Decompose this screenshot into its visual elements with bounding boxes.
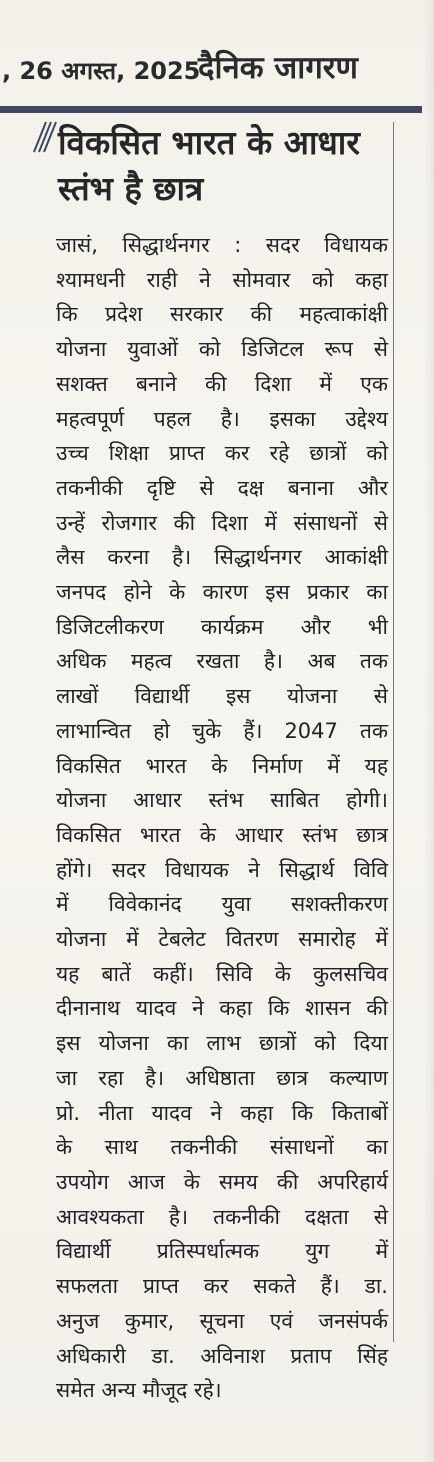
body-line: के साथ तकनीकी संसाधनों का bbox=[56, 1135, 388, 1160]
clipping-edge bbox=[424, 0, 434, 1462]
body-line: प्रो. नीता यादव ने कहा कि किताबों bbox=[56, 1100, 388, 1125]
body-line: इस योजना का लाभ छात्रों को दिया bbox=[56, 1031, 388, 1056]
body-line: विद्यार्थी प्रतिस्पर्धात्मक युग में bbox=[56, 1239, 388, 1264]
body-line: जा रहा है। अधिष्ठाता छात्र कल्याण bbox=[56, 1065, 388, 1090]
body-line: अधिकारी डा. अविनाश प्रताप सिंह bbox=[56, 1343, 388, 1368]
body-line: विकसित भारत के आधार स्तंभ छात्र bbox=[56, 822, 388, 847]
body-line: तकनीकी दृष्टि से दक्ष बनाना और bbox=[56, 475, 388, 500]
column-rule bbox=[393, 122, 394, 1342]
article-headline bbox=[58, 120, 388, 212]
body-line: जासं, सिद्धार्थनगर : सदर विधायक bbox=[56, 233, 388, 257]
body-line: अनुज कुमार, सूचना एवं जनसंपर्क bbox=[56, 1308, 388, 1333]
body-line: सशक्त बनाने की दिशा में एक bbox=[56, 371, 388, 396]
body-line: विकसित भारत के निर्माण में यह bbox=[56, 753, 388, 778]
body-line: जनपद होने के कारण इस प्रकार का bbox=[56, 580, 388, 605]
body-line: लैस करना है। सिद्धार्थनगर आकांक्षी bbox=[56, 545, 388, 570]
article-body bbox=[56, 228, 388, 1408]
body-line: में विवेकानंद युवा सशक्तीकरण bbox=[56, 892, 388, 917]
body-line: यह बातें कहीं। सिवि के कुलसचिव bbox=[56, 961, 388, 986]
body-line: उच्च शिक्षा प्राप्त कर रहे छात्रों को bbox=[56, 441, 388, 466]
body-line: समेत अन्य मौजूद रहे। bbox=[56, 1378, 222, 1403]
body-line: कि प्रदेश सरकार की महत्वाकांक्षी bbox=[56, 302, 388, 327]
headline-accent-icon bbox=[30, 118, 58, 158]
body-line: उपयोग आज के समय की अपरिहार्य bbox=[56, 1169, 388, 1194]
body-line: लाखों विद्यार्थी इस योजना से bbox=[56, 684, 388, 709]
body-line: डिजिटलीकरण कार्यक्रम और भी bbox=[56, 614, 388, 639]
newspaper-name: दैनिक जागरण bbox=[198, 50, 358, 86]
masthead-rule bbox=[0, 106, 422, 113]
headline-line: स्तंभ है छात्र bbox=[58, 169, 204, 208]
body-line: होंगे। सदर विधायक ने सिद्धार्थ विवि bbox=[56, 857, 388, 882]
body-line: आवश्यकता है। तकनीकी दक्षता से bbox=[56, 1204, 388, 1229]
body-line: योजना में टेबलेट वितरण समारोह में bbox=[56, 927, 388, 952]
body-line: उन्हें रोजगार की दिशा में संसाधनों से bbox=[56, 510, 388, 535]
body-line: लाभान्वित हो चुके हैं। 2047 तक bbox=[56, 718, 388, 743]
body-line: योजना युवाओं को डिजिटल रूप से bbox=[56, 337, 388, 362]
headline-line: विकसित भारत के आधार bbox=[58, 123, 360, 162]
body-line: अधिक महत्व रखता है। अब तक bbox=[56, 649, 388, 674]
body-line: दीनानाथ यादव ने कहा कि शासन की bbox=[56, 996, 388, 1021]
dateline: , 26 अगस्त, 2025 bbox=[2, 57, 201, 85]
body-line: श्यामधनी राही ने सोमवार को कहा bbox=[56, 267, 388, 292]
masthead bbox=[0, 0, 434, 110]
body-line: सफलता प्राप्त कर सकते हैं। डा. bbox=[56, 1274, 388, 1299]
body-line: महत्वपूर्ण पहल है। इसका उद्देश्य bbox=[56, 406, 388, 431]
body-line: योजना आधार स्तंभ साबित होगी। bbox=[56, 788, 388, 813]
